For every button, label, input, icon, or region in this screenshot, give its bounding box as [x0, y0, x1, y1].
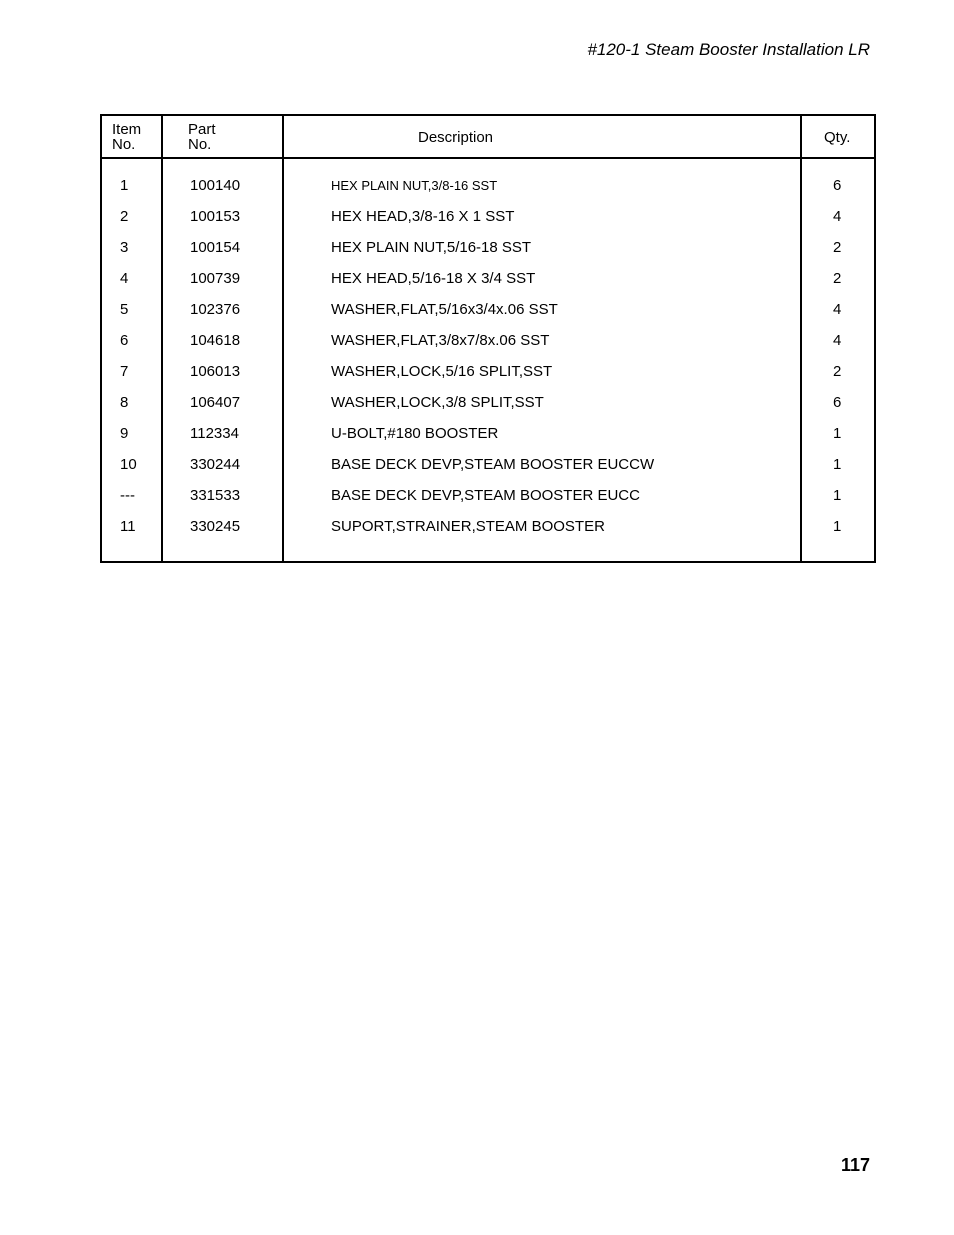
cell-part: 106407: [190, 394, 241, 411]
table-row: [102, 487, 874, 518]
cell-part: 100739: [190, 270, 241, 287]
header-part-no: Part No.: [188, 121, 216, 153]
cell-part: 104618: [190, 332, 241, 349]
cell-description: WASHER,LOCK,3/8 SPLIT,SST: [331, 394, 544, 411]
cell-item: ---: [120, 487, 135, 504]
cell-qty: 2: [833, 363, 842, 380]
cell-qty: 4: [833, 332, 842, 349]
table-row: [102, 239, 874, 270]
cell-qty: 2: [833, 239, 842, 256]
cell-description: HEX HEAD,3/8-16 X 1 SST: [331, 208, 515, 225]
cell-part: 100153: [190, 208, 241, 225]
table-row: [102, 208, 874, 239]
document-title: #120-1 Steam Booster Installation LR: [587, 40, 870, 59]
cell-item: 9: [120, 425, 129, 442]
cell-description: BASE DECK DEVP,STEAM BOOSTER EUCC: [331, 487, 640, 504]
cell-item: 4: [120, 270, 129, 287]
cell-qty: 6: [833, 177, 842, 194]
cell-qty: 1: [833, 456, 842, 473]
cell-description: WASHER,LOCK,5/16 SPLIT,SST: [331, 363, 553, 380]
cell-description: BASE DECK DEVP,STEAM BOOSTER EUCCW: [331, 456, 655, 473]
cell-part: 100154: [190, 239, 241, 256]
cell-description: WASHER,FLAT,5/16x3/4x.06 SST: [331, 301, 558, 318]
table-row: [102, 270, 874, 301]
header-item-no: Item No.: [112, 121, 142, 153]
table-row: [102, 301, 874, 332]
table-row: [102, 363, 874, 394]
cell-part: 330244: [190, 456, 241, 473]
cell-item: 6: [120, 332, 129, 349]
cell-qty: 2: [833, 270, 842, 287]
parts-table: [100, 114, 876, 563]
cell-item: 7: [120, 363, 129, 380]
cell-description: HEX PLAIN NUT,5/16-18 SST: [331, 239, 532, 256]
cell-item: 11: [120, 518, 136, 535]
table-row: [102, 177, 874, 208]
cell-description: SUPORT,STRAINER,STEAM BOOSTER: [331, 518, 605, 535]
cell-part: 102376: [190, 301, 241, 318]
header-description: Description: [418, 129, 494, 146]
cell-qty: 1: [833, 425, 842, 442]
cell-qty: 1: [833, 487, 842, 504]
page-number: 117: [840, 1155, 870, 1175]
table-row: [102, 456, 874, 487]
header-qty: Qty.: [824, 129, 851, 146]
cell-part: 100140: [190, 177, 241, 194]
cell-item: 2: [120, 208, 129, 225]
cell-description: HEX HEAD,5/16-18 X 3/4 SST: [331, 270, 536, 287]
cell-qty: 4: [833, 301, 842, 318]
table-row: [102, 518, 874, 549]
cell-description: HEX PLAIN NUT,3/8-16 SST: [331, 178, 498, 193]
table-row: [102, 332, 874, 363]
cell-part: 112334: [190, 425, 239, 442]
cell-item: 3: [120, 239, 129, 256]
cell-item: 8: [120, 394, 129, 411]
cell-qty: 1: [833, 518, 842, 535]
cell-part: 330245: [190, 518, 241, 535]
cell-description: WASHER,FLAT,3/8x7/8x.06 SST: [331, 332, 550, 349]
cell-part: 331533: [190, 487, 241, 504]
cell-qty: 6: [833, 394, 842, 411]
cell-qty: 4: [833, 208, 842, 225]
table-row: [102, 394, 874, 425]
header-divider: [102, 157, 874, 159]
cell-description: U-BOLT,#180 BOOSTER: [331, 425, 499, 442]
cell-item: 5: [120, 301, 129, 318]
cell-part: 106013: [190, 363, 241, 380]
table-row: [102, 425, 874, 456]
cell-item: 10: [120, 456, 137, 473]
cell-item: 1: [120, 177, 129, 194]
